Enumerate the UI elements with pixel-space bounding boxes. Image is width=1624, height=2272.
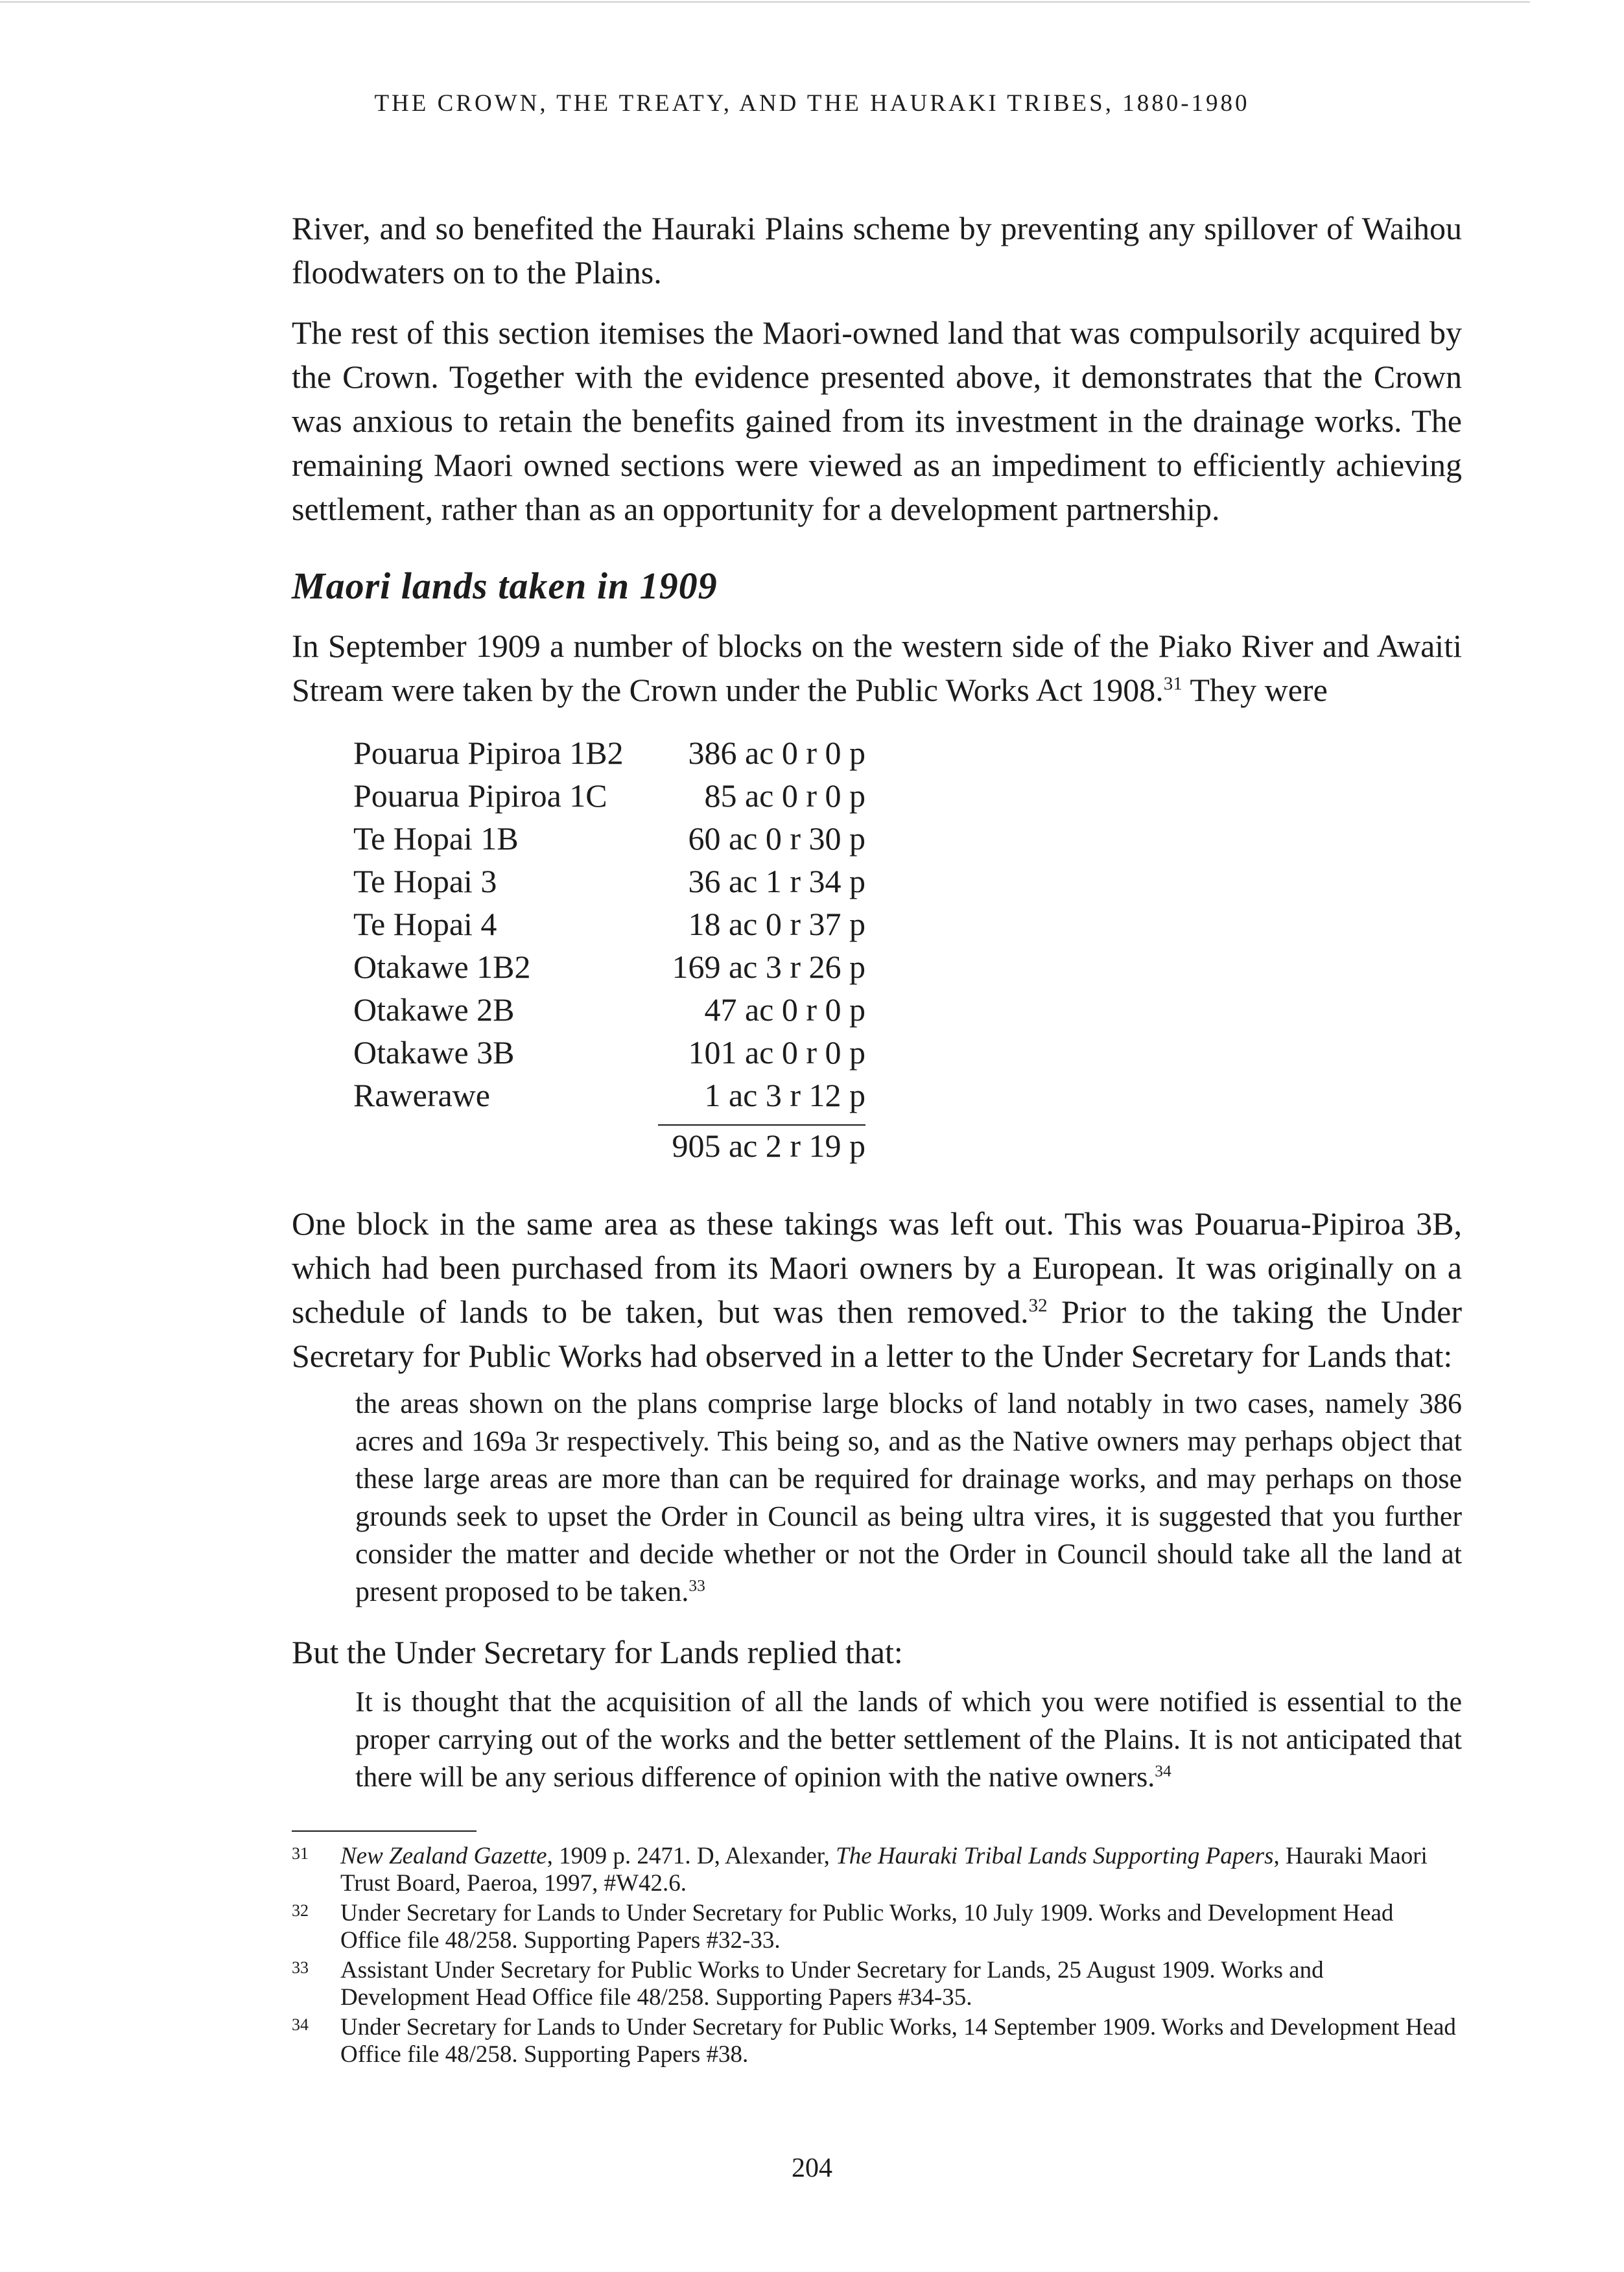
land-name: Otakawe 3B [353,1034,515,1071]
section-heading: Maori lands taken in 1909 [292,565,718,607]
land-table [353,731,937,1166]
footnote-text: Under Secretary for Lands to Under Secretary for Public Works, 14 September 1909. Works and Development Head Office file 48/258. Supporting Papers #38. [340,2014,1456,2068]
land-area: 169 ac 3 r 26 p [672,949,865,985]
land-area: 386 ac 0 r 0 p [688,735,865,771]
footnote-italic-title: The Hauraki Tribal Lands Supporting Papers [836,1843,1274,1869]
footnote-number: 31 [292,1844,309,1863]
paragraph-september-1909-end: They were [1182,672,1328,708]
footnote-number: 32 [292,1901,309,1920]
footnote-text: New Zealand Gazette, 1909 p. 2471. D, Alexander, The Hauraki Tribal Lands Supporting Papers, Hauraki Maori Trust Board, Paeroa, 1997, #W42.6. [340,1843,1428,1897]
footnote-text: Under Secretary for Lands to Under Secretary for Public Works, 10 July 1909. Works and Development Head Office file 48/258. Supporting Papers #32-33. [340,1900,1394,1954]
footnote-ref-31[interactable]: 31 [1163,673,1183,694]
land-name: Otakawe 2B [353,991,515,1028]
block-quote-public-works-text: the areas shown on the plans comprise large blocks of land notably in two cases, namely 386 acres and 169a 3r respectively. This being so, and as the Native owners may perhaps object that these large areas are more than can be required for drainage works, and may perhaps on those grounds seek to upset the Order in Council as being ultra vires, it is suggested that you further consider the matter and decide whether or not the Order in Council should take all the land at present proposed to be taken. [355,1388,1462,1607]
paragraph-river-benefit: River, and so benefited the Hauraki Plains scheme by preventing any spillover of Waihou floodwaters on to the Plains. [292,210,1462,290]
footnotes [292,1843,1459,2071]
footnote-31 [292,1843,1459,1897]
block-quote-lands-reply-text: It is thought that the acquisition of all the lands of which you were notified is essential to the proper carrying out of the works and the better settlement of the Plains. It is not anticipated that there will be any serious difference of opinion with the native owners. [355,1686,1462,1793]
land-area: 60 ac 0 r 30 p [688,820,865,857]
land-area: 1 ac 3 r 12 p [704,1077,865,1113]
block-quote-public-works [355,1385,1462,1611]
land-row [353,860,937,903]
land-total: 905 ac 2 r 19 p [658,1124,865,1165]
footnote-text: Assistant Under Secretary for Public Works to Under Secretary for Lands, 25 August 1909. Works and Development Head Office file 48/258. Supporting Papers #34-35. [340,1957,1324,2011]
land-name: Te Hopai 1B [353,820,519,857]
footnote-number: 34 [292,2015,309,2034]
land-total-row [353,1123,937,1166]
land-row [353,1031,937,1074]
footnote-ref-33[interactable]: 33 [688,1576,705,1595]
land-name: Pouarua Pipiroa 1B2 [353,735,624,771]
land-area: 101 ac 0 r 0 p [688,1034,865,1071]
land-row [353,945,937,988]
top-edge-rule [0,1,1530,3]
paragraph-one-block-end: Prior to the taking the Under Secretary for Public Works had observed in a letter to the Under Secretary for Lands that: [292,1294,1462,1374]
footnote-32 [292,1900,1459,1954]
land-row [353,903,937,945]
footnote-italic-title: New Zealand Gazette [340,1843,547,1869]
footnote-34 [292,2014,1459,2068]
land-row [353,731,937,774]
paragraph-but-replied: But the Under Secretary for Lands replied that: [292,1634,903,1670]
land-row [353,988,937,1031]
land-area: 36 ac 1 r 34 p [688,863,865,899]
paragraph-one-block-text: One block in the same area as these takings was left out. This was Pouarua-Pipiroa 3B, which had been purchased from its Maori owners by a European. It was originally on a schedule of lands to be taken, but was then removed. [292,1205,1462,1330]
footnote-rule [292,1830,477,1832]
land-area: 85 ac 0 r 0 p [704,777,865,814]
footnote-ref-32[interactable]: 32 [1028,1295,1048,1316]
running-head: THE CROWN, THE TREATY, AND THE HAURAKI TRIBES, 1880-1980 [374,90,1250,117]
paragraph-one-block [292,1201,1462,1378]
paragraph-section-itemises: The rest of this section itemises the Maori-owned land that was compulsorily acquired by the Crown. Together with the evidence presented above, it demonstrates that the Crown was anxious to retain the benefits gained from its investment in the drainage works. The remaining Maori owned sections were viewed as an impediment to efficiently achieving settlement, rather than as an opportunity for a development partnership. [292,314,1462,527]
page-number: 204 [792,2153,832,2183]
footnote-number: 33 [292,1958,309,1977]
land-area: 47 ac 0 r 0 p [704,991,865,1028]
land-row [353,1074,937,1117]
footnote-33 [292,1957,1459,2011]
land-name: Te Hopai 4 [353,906,497,942]
land-name: Rawerawe [353,1077,490,1113]
land-row [353,774,937,817]
land-name: Pouarua Pipiroa 1C [353,777,607,814]
land-name: Te Hopai 3 [353,863,497,899]
footnote-ref-34[interactable]: 34 [1155,1761,1171,1781]
land-row [353,817,937,860]
land-name: Otakawe 1B2 [353,949,531,985]
block-quote-lands-reply [355,1683,1462,1796]
paragraph-september-1909 [292,624,1462,712]
land-area: 18 ac 0 r 37 p [688,906,865,942]
paragraph-september-1909-text: In September 1909 a number of blocks on the western side of the Piako River and Awaiti Stream were taken by the Crown under the Public Works Act 1908. [292,628,1462,708]
